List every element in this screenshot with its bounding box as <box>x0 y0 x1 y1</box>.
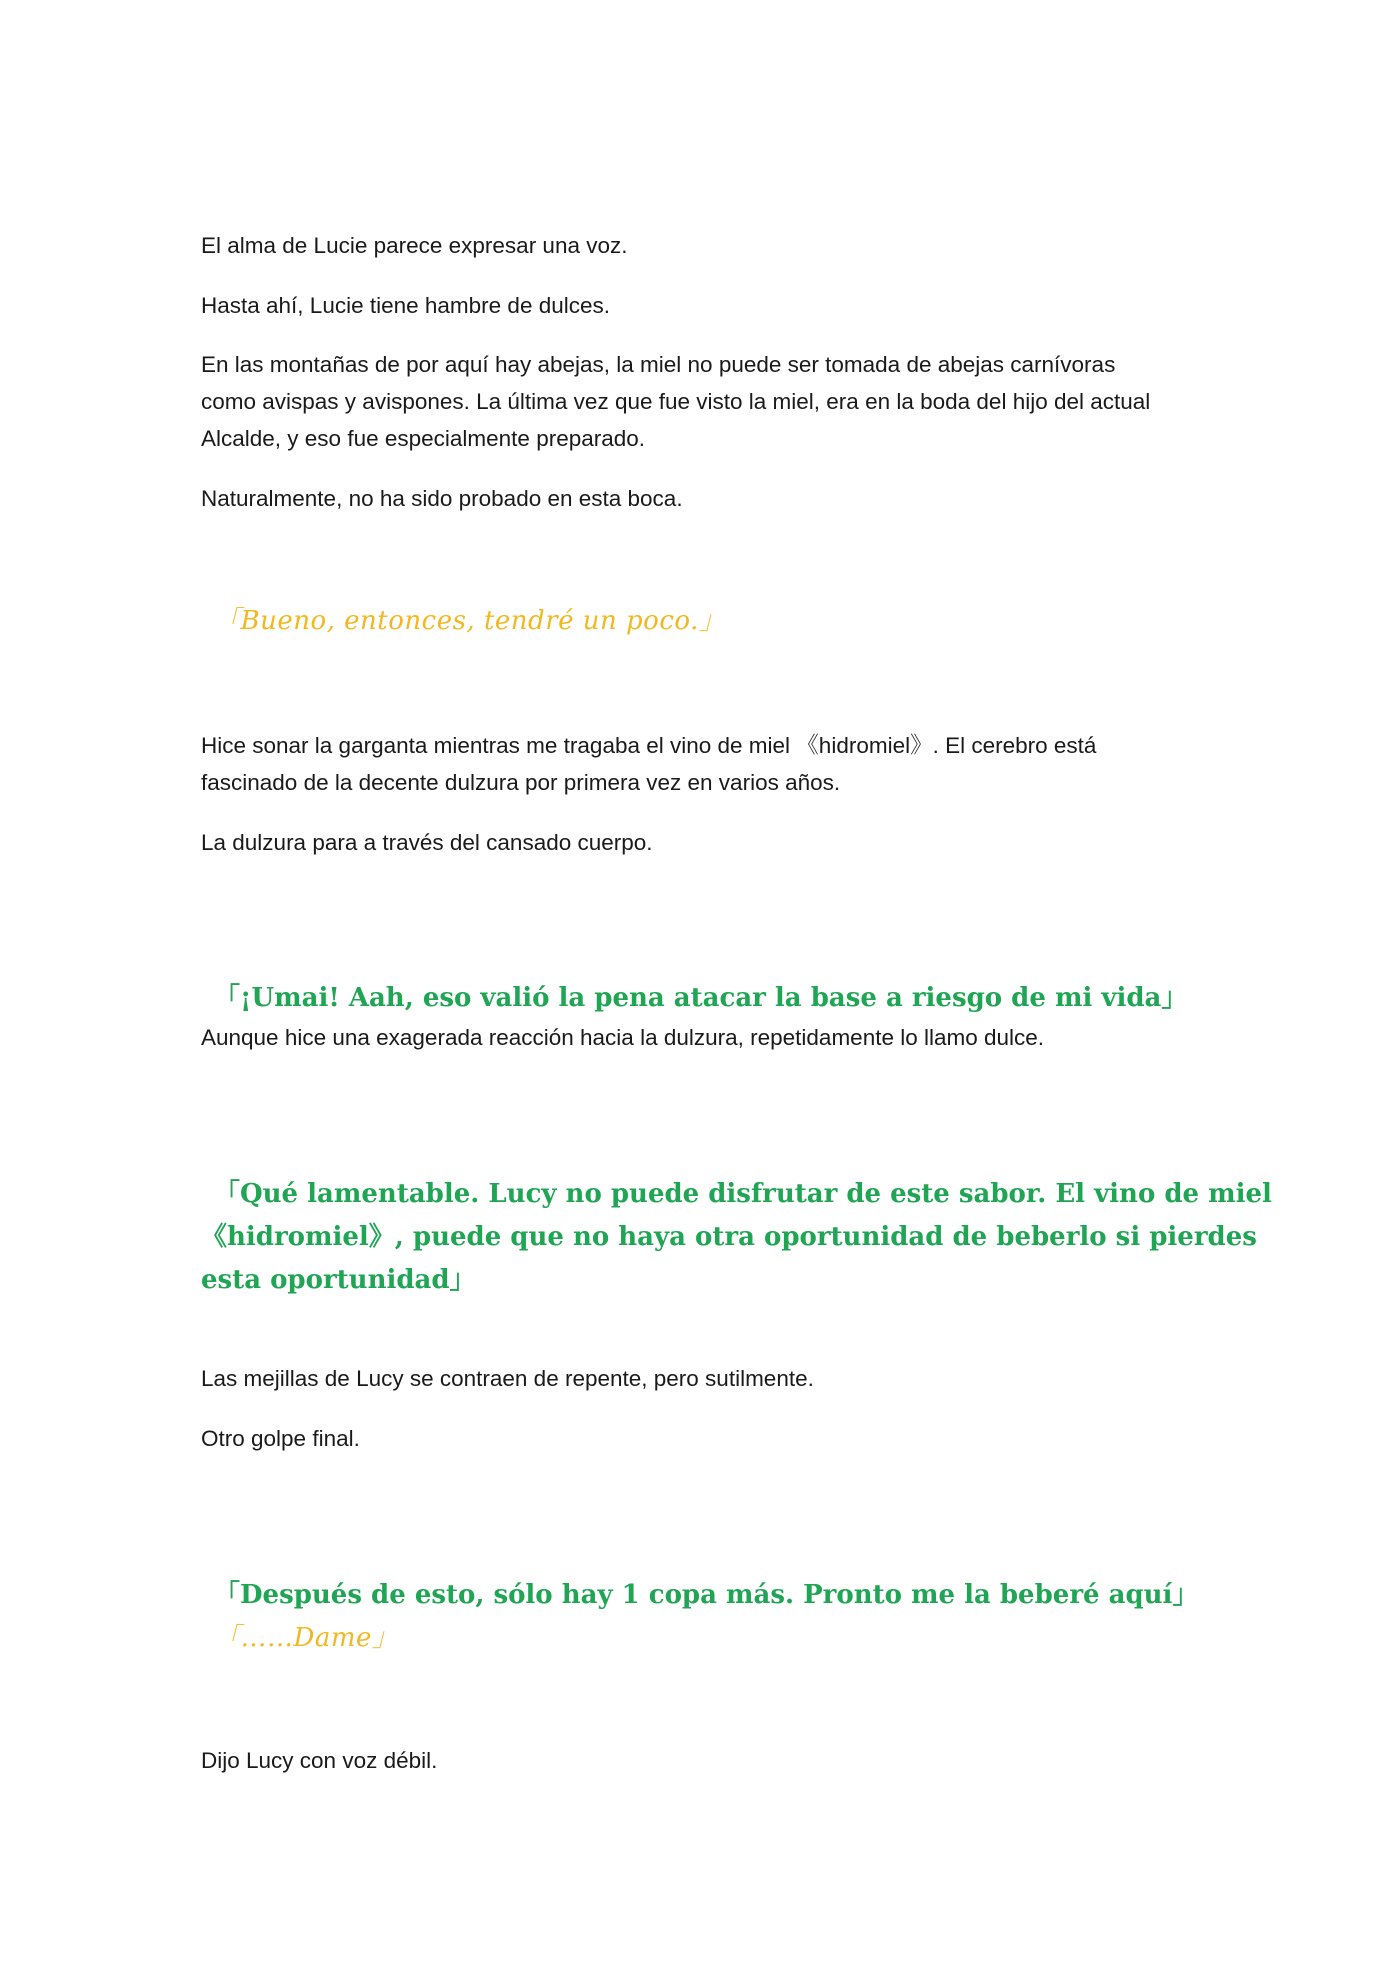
paragraph-montanas-line3: Alcalde, y eso fue especialmente preparado. <box>201 426 646 451</box>
dialogue-lucie-dame: 「……Dame」 <box>214 1623 399 1653</box>
dialogue-lamentable-line2: 《hidromiel》, puede que no haya otra oportunidad de beberlo si pierdes <box>201 1222 1257 1252</box>
paragraph-hambre: Hasta ahí, Lucie tiene hambre de dulces. <box>201 293 610 318</box>
dialogue-umai: 「¡Umai! Aah, eso valió la pena atacar la base a riesgo de mi vida」 <box>214 983 1188 1013</box>
paragraph-montanas-line2: como avispas y avispones. La última vez que fue visto la miel, era en la boda del hijo del actual <box>201 389 1151 414</box>
paragraph-hice-line1: Hice sonar la garganta mientras me tragaba el vino de miel 《hidromiel》. El cerebro está <box>201 733 1097 758</box>
paragraph-hice-line2: fascinado de la decente dulzura por primera vez en varios años. <box>201 770 841 795</box>
dialogue-lamentable-line1: 「Qué lamentable. Lucy no puede disfrutar de este sabor. El vino de miel <box>214 1179 1272 1209</box>
paragraph-dijo: Dijo Lucy con voz débil. <box>201 1748 438 1773</box>
dialogue-despues: 「Después de esto, sólo hay 1 copa más. Pronto me la beberé aquí」 <box>214 1580 1199 1610</box>
paragraph-alma: El alma de Lucie parece expresar una voz. <box>201 233 628 258</box>
paragraph-mejillas: Las mejillas de Lucy se contraen de repente, pero sutilmente. <box>201 1366 814 1391</box>
paragraph-montanas-line1: En las montañas de por aquí hay abejas, la miel no puede ser tomada de abejas carnívoras <box>201 352 1116 377</box>
paragraph-golpe: Otro golpe final. <box>201 1426 360 1451</box>
paragraph-dulzura: La dulzura para a través del cansado cuerpo. <box>201 830 653 855</box>
dialogue-lucie-bueno: 「Bueno, entonces, tendré un poco.」 <box>214 606 726 636</box>
paragraph-naturalmente: Naturalmente, no ha sido probado en esta boca. <box>201 486 683 511</box>
paragraph-aunque: Aunque hice una exagerada reacción hacia la dulzura, repetidamente lo llamo dulce. <box>201 1025 1045 1050</box>
dialogue-lamentable-line3: esta oportunidad」 <box>201 1265 476 1295</box>
